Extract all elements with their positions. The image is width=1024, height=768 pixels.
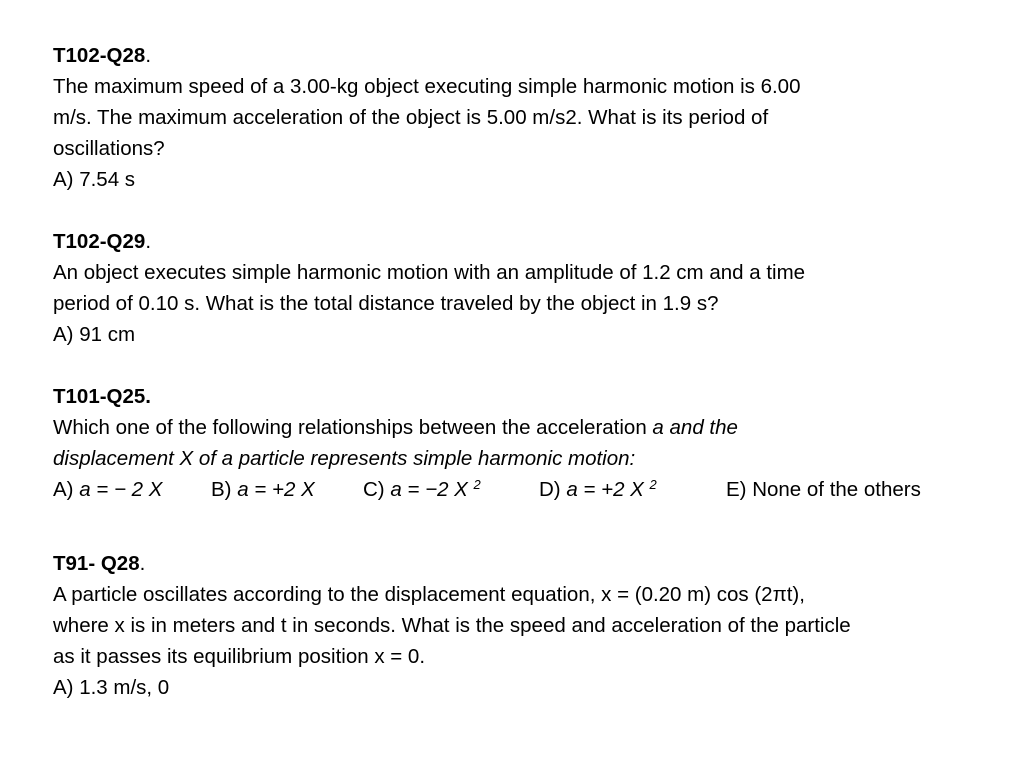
question-code: T91- Q28 bbox=[53, 552, 140, 575]
option-e bbox=[726, 474, 921, 505]
option-expression: a = − 2 X bbox=[79, 478, 163, 501]
question-header bbox=[53, 40, 993, 71]
question-block bbox=[53, 226, 993, 350]
question-answer: A) 7.54 s bbox=[53, 168, 136, 191]
option-expression: a = +2 X bbox=[237, 478, 315, 501]
option-a bbox=[53, 474, 211, 505]
option-exponent: 2 bbox=[649, 477, 657, 492]
option-letter: A) bbox=[53, 478, 80, 501]
question-text-plain: Which one of the following relationships between the acceleration bbox=[53, 416, 653, 439]
question-code-suffix: . bbox=[145, 44, 152, 67]
question-header bbox=[53, 548, 993, 579]
question-answer: A) 1.3 m/s, 0 bbox=[53, 676, 170, 699]
question-text-italic: a and the bbox=[652, 416, 738, 439]
question-block bbox=[53, 381, 993, 505]
question-text-italic: displacement X of a particle represents simple harmonic motion: bbox=[53, 447, 636, 470]
question-text-line: period of 0.10 s. What is the total distance traveled by the object in 1.9 s? bbox=[53, 292, 719, 315]
slide-content bbox=[53, 40, 993, 703]
option-d bbox=[539, 474, 726, 505]
option-letter: D) bbox=[539, 478, 567, 501]
option-expression: a = +2 X bbox=[566, 478, 650, 501]
option-letter: E) None of the others bbox=[726, 478, 921, 501]
question-code-suffix: . bbox=[145, 230, 152, 253]
question-text-line: The maximum speed of a 3.00-kg object executing simple harmonic motion is 6.00 bbox=[53, 75, 801, 98]
question-text-line bbox=[53, 412, 993, 443]
answer-options bbox=[53, 474, 993, 505]
question-text-line bbox=[53, 443, 993, 474]
question-block bbox=[53, 40, 993, 195]
question-text-line: A particle oscillates according to the displacement equation, x = (0.20 m) cos (2πt), bbox=[53, 583, 805, 606]
option-expression: a = −2 X bbox=[390, 478, 474, 501]
question-code: T102-Q28 bbox=[53, 44, 146, 67]
option-c bbox=[363, 474, 539, 505]
question-text-line: as it passes its equilibrium position x = 0. bbox=[53, 645, 426, 668]
option-letter: B) bbox=[211, 478, 238, 501]
question-text-line: oscillations? bbox=[53, 137, 165, 160]
option-exponent: 2 bbox=[473, 477, 481, 492]
option-b bbox=[211, 474, 363, 505]
question-block bbox=[53, 548, 993, 703]
question-code-suffix: . bbox=[139, 552, 146, 575]
question-header bbox=[53, 381, 993, 412]
question-answer: A) 91 cm bbox=[53, 323, 136, 346]
question-text-line: An object executes simple harmonic motion with an amplitude of 1.2 cm and a time bbox=[53, 261, 806, 284]
question-code: T101-Q25. bbox=[53, 385, 151, 408]
question-code: T102-Q29 bbox=[53, 230, 146, 253]
question-text-line: m/s. The maximum acceleration of the object is 5.00 m/s2. What is its period of bbox=[53, 106, 769, 129]
question-text-line: where x is in meters and t in seconds. What is the speed and acceleration of the particle bbox=[53, 614, 851, 637]
question-header bbox=[53, 226, 993, 257]
option-letter: C) bbox=[363, 478, 391, 501]
